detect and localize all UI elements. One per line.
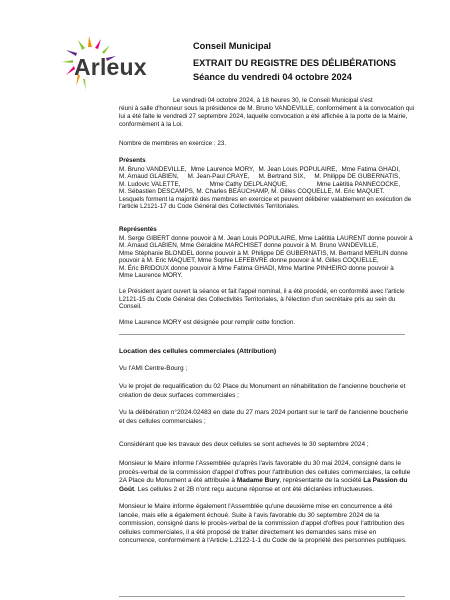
quorum-line: Conseil.	[119, 303, 142, 311]
intro-line: conformément à la Loi.	[119, 121, 184, 129]
intro-line: Le vendredi 04 octobre 2024, à 18 heures 30, le Conseil Municipal s'est	[173, 97, 373, 104]
member-name: Mme Cathy DELPLANQUE,	[209, 180, 288, 188]
presents-line	[119, 166, 400, 174]
footer-divider	[119, 596, 405, 597]
presents-line: M. Sébastien DESCAMPS, M. Charles BEAUCHAMP, M. Gilles COQUELLE, M. Eric MAQUET.	[119, 188, 385, 196]
intro-line: réuni à salle d'honneur sous la présidence de M. Bruno VANDEVILLE, conformément à la convocation qui	[119, 105, 415, 113]
secretary-line: Mme Laurence MORY est désignée pour remplir cette fonction.	[119, 319, 296, 326]
second-tender-paragraph	[119, 503, 407, 546]
considerant: Considérant que les travaux des deux cellules se sont achevés le 30 septembre 2024 ;	[119, 441, 369, 448]
presents-line	[119, 181, 400, 189]
member-name: M. Ludovic VALETTE,	[119, 180, 181, 188]
represented-line: Mme Stéphanie BLONDEL donne pouvoir à M. Philippe DE GUBERNATIS, M. Bertrand MERLIN donne	[119, 249, 408, 257]
member-name: M. Arnaud GLABIEN,	[119, 173, 179, 181]
logo-wordmark: Arleux	[74, 54, 147, 80]
vu-projet	[119, 383, 406, 400]
register-title: EXTRAIT DU REGISTRE DES DÉLIBÉRATIONS	[193, 58, 396, 68]
represented-line: M. Éric BRIDOUX donne pouvoir à Mme Fatima GHADI, Mme Martine PINHEIRO donne pouvoir à	[119, 264, 394, 272]
presents-closing: Lesquels forment la majorité des membres en exercice et peuvent délibérer valablement en exécution de	[119, 195, 412, 203]
second-tender-line: lancée, mais elle a également échoué. Suite à l'avis favorable du 30 septembre 2024 de la	[119, 511, 380, 519]
member-name: M. Philippe DE GUBERNATIS,	[314, 173, 400, 181]
member-name: M. Bertrand SIX,	[258, 173, 306, 181]
intro-paragraph	[119, 97, 415, 129]
section-divider	[119, 334, 405, 335]
quorum-paragraph	[119, 288, 405, 311]
quorum-line: Le Président ayant ouvert la séance et fait l'appel nominal, il a été procédé, en conformité avec l'article	[119, 288, 405, 295]
second-tender-line: commission, consigné dans le procès-verbal de la commission d'appel d'offres pour l'attribution des	[119, 520, 405, 527]
represented-line: M. Arnaud GLABIEN, Mme Géraldine MARCHISET donne pouvoir à M. Bruno VANDEVILLE,	[119, 242, 379, 250]
council-title: Conseil Municipal	[193, 41, 272, 51]
attribution-line: procès-verbal de la commission d'appel d'offres pour l'attribution des cellules commerciales, la cellule	[119, 468, 411, 476]
second-tender-line: concurrence, conformément à l'Article L.2122-1-1 du Code de la propriété des personnes publiques.	[119, 537, 407, 544]
member-name: M. Bruno VANDEVILLE,	[119, 165, 187, 173]
attribution-paragraph	[119, 460, 411, 494]
attribution-line	[119, 477, 408, 486]
second-tender-line: Monsieur le Maire informe également l'Assemblée qu'une deuxième mise en concurrence a été	[119, 503, 393, 510]
member-name: Mme Laurence MORY,	[190, 165, 255, 173]
presents-section	[119, 157, 412, 211]
company-name: La Passion du	[363, 477, 408, 484]
vu-projet-line: création de deux surfaces commerciales ;	[119, 391, 239, 399]
attribution-text: , représentante de la société	[279, 477, 364, 484]
member-name: M. Jean Louis POPULAIRE,	[258, 165, 338, 173]
presents-heading: Présents	[119, 157, 146, 164]
session-date: Séance du vendredi 04 octobre 2024	[193, 72, 352, 82]
presents-line	[119, 173, 400, 181]
attribution-line	[119, 486, 402, 495]
vu-deliberation-line: et des cellules commerciales ;	[119, 417, 206, 425]
section-title: Location des cellules commerciales (Attribution)	[119, 348, 277, 355]
attribution-line: Monsieur le Maire informe l'Assemblée qu'après l'avis favorable du 30 mai 2024, consigné dans le	[119, 460, 401, 467]
company-name-end: Goût	[119, 485, 135, 493]
member-name: Mme Fatima GHADI,	[341, 165, 400, 173]
vu-projet-line: Vu le projet de requalification du 02 Place du Monument en réhabilitation de l'ancienne boucherie et	[119, 383, 406, 390]
intro-line: lui a été faite le vendredi 27 septembre 2024, laquelle convocation a été affichée à la porte de la Mairie,	[119, 113, 408, 121]
represented-line: pouvoir à M. Eric MAQUET, Mme Sophie LEFEBVRE donne pouvoir à M. Gilles COQUELLE,	[119, 257, 379, 265]
vu-deliberation-line: Vu la délibération n°2024.02483 en date du 27 mars 2024 portant sur le tarif de l'ancienne boucherie	[119, 409, 409, 416]
represented-line: M. Serge GIBERT donne pouvoir à M. Jean Louis POPULAIRE, Mme Laëtitia LAURENT donne pouvoir à	[119, 234, 413, 242]
attribution-text: . Les cellules 2 et 2B n'ont reçu aucune réponse et ont été déclarées infructueuses.	[134, 485, 374, 493]
represented-line: Mme Laurence MORY.	[119, 272, 183, 280]
presents-closing: l'article L2121-17 du Code Général des Collectivités Territoriales.	[119, 203, 300, 211]
members-count: Nombre de membres en exercice : 23.	[119, 140, 227, 147]
second-tender-line: cellules commerciales, il a été proposé de traiter directement les demandes sans mise en	[119, 528, 377, 536]
vu-ami: Vu l'AMI Centre-Bourg ;	[119, 365, 188, 372]
represented-heading: Représentés	[119, 226, 157, 233]
vu-deliberation	[119, 409, 409, 426]
member-name: M. Jean-Paul CRAYE,	[187, 173, 250, 181]
represented-section	[119, 226, 413, 280]
attribution-text: 2A Place du Monument a été attribuée à	[119, 477, 237, 484]
member-name: Mme Laëtitia PANNECOCKE,	[316, 180, 400, 188]
quorum-line: L2121-15 du Code Général des Collectivités Territoriales, à l'élection d'un secrétaire pris au sein du	[119, 295, 396, 303]
tenant-name: Madame Bury	[236, 477, 280, 484]
